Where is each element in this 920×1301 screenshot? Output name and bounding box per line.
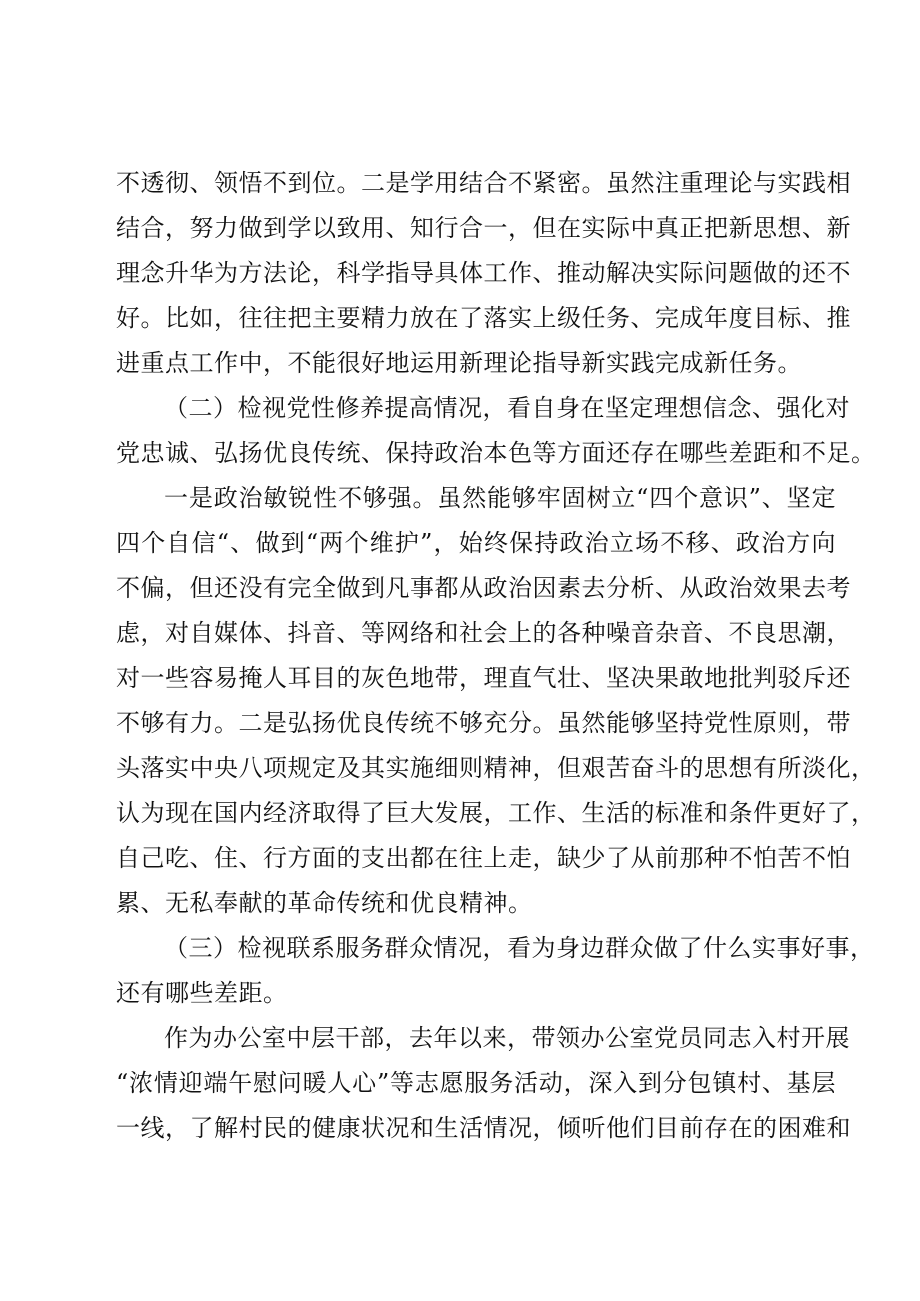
text-line: 自己吃、住、行方面的支出都在往上走，缺少了从前那种不怕苦不怕 xyxy=(116,844,851,872)
section-heading-line: 还有哪些差距。 xyxy=(116,979,288,1007)
text-line: 好。比如，往往把主要精力放在了落实上级任务、完成年度目标、推 xyxy=(116,304,851,332)
section-heading-line: （三）检视联系服务群众情况，看为身边群众做了什么实事好事， xyxy=(164,934,875,962)
text-line: 进重点工作中，不能很好地运用新理论指导新实践完成新任务。 xyxy=(116,349,802,377)
text-line: 累、无私奉献的革命传统和优良精神。 xyxy=(116,889,533,917)
text-line: “浓情迎端午慰问暖人心”等志愿服务活动，深入到分包镇村、基层 xyxy=(116,1069,836,1097)
text-line: 不透彻、领悟不到位。二是学用结合不紧密。虽然注重理论与实践相 xyxy=(116,169,851,197)
section-heading-line: （二）检视党性修养提高情况，看自身在坚定理想信念、强化对 xyxy=(164,394,850,422)
text-line: 一线，了解村民的健康状况和生活情况，倾听他们目前存在的困难和 xyxy=(116,1114,851,1142)
text-line: 认为现在国内经济取得了巨大发展，工作、生活的标准和条件更好了， xyxy=(116,799,876,827)
text-line: 四个自信“、做到“两个维护”，始终保持政治立场不移、政治方向 xyxy=(116,529,836,557)
text-line: 不够有力。二是弘扬优良传统不够充分。虽然能够坚持党性原则，带 xyxy=(116,709,851,737)
text-line: 头落实中央八项规定及其实施细则精神，但艰苦奋斗的思想有所淡化， xyxy=(116,754,876,782)
text-line: 虑，对自媒体、抖音、等网络和社会上的各种噪音杂音、不良思潮， xyxy=(116,619,851,647)
text-line: 作为办公室中层干部，去年以来，带领办公室党员同志入村开展 xyxy=(164,1024,850,1052)
section-heading-line: 党忠诚、弘扬优良传统、保持政治本色等方面还存在哪些差距和不足。 xyxy=(116,439,876,467)
text-line: 理念升华为方法论，科学指导具体工作、推动解决实际问题做的还不 xyxy=(116,259,851,287)
text-line: 一是政治敏锐性不够强。虽然能够牢固树立“四个意识”、坚定 xyxy=(164,484,836,512)
text-line: 对一些容易掩人耳目的灰色地带，理直气壮、坚决果敢地批判驳斥还 xyxy=(116,664,851,692)
text-line: 不偏，但还没有完全做到凡事都从政治因素去分析、从政治效果去考 xyxy=(116,574,851,602)
text-line: 结合，努力做到学以致用、知行合一，但在实际中真正把新思想、新 xyxy=(116,214,851,242)
